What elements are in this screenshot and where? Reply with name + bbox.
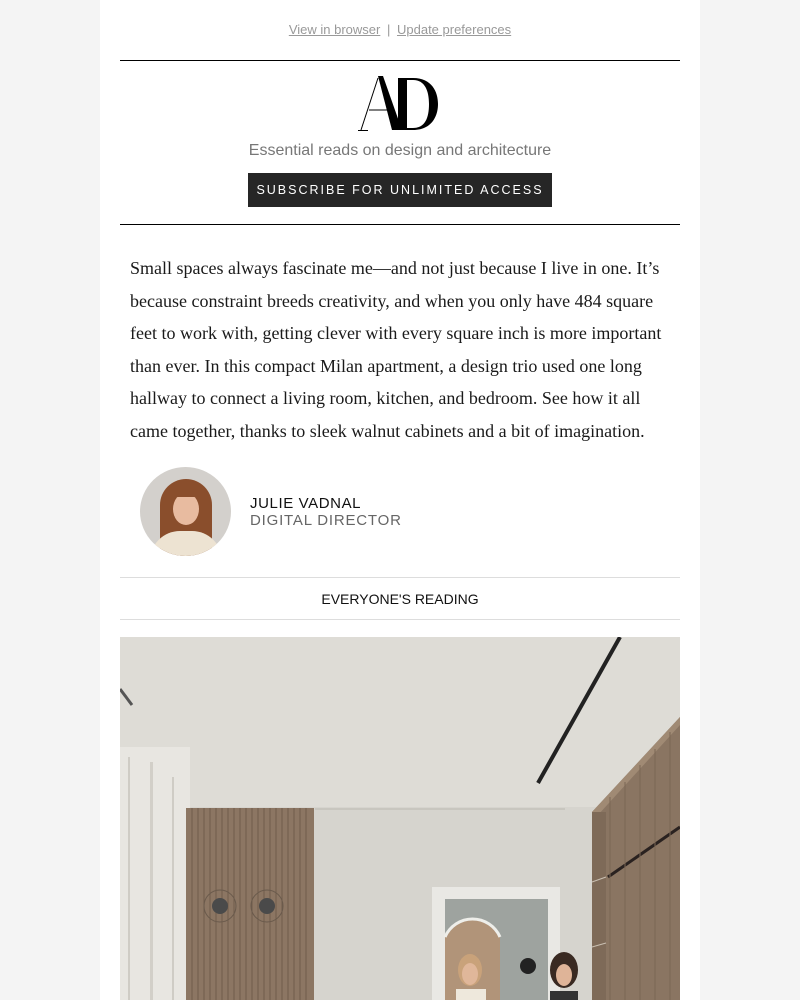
email-card [100,0,700,1000]
separator: | [386,22,391,37]
update-preferences-link[interactable]: Update preferences [396,22,512,37]
view-in-browser-link[interactable]: View in browser [288,22,381,37]
author-name: JULIE VADNAL [250,494,362,512]
divider-header-bottom [120,224,680,225]
author-info [250,495,402,529]
divider-section-bottom [120,619,680,620]
divider-top [120,60,680,61]
subscribe-button[interactable]: SUBSCRIBE FOR UNLIMITED ACCESS [248,173,552,207]
apartment-photo [120,637,680,1000]
ad-logo[interactable] [100,74,700,139]
author-title: DIGITAL DIRECTOR [250,511,402,529]
featured-article-image[interactable] [120,637,680,1000]
author-block [140,467,402,556]
author-avatar [140,467,231,556]
intro-paragraph: Small spaces always fascinate me—and not just because I live in one. It’s because constraint breeds creativity, and when you only have 484 square feet to work with, getting clever with every square inch is more important than ever. In this compact Milan apartment, a design trio used one long hallway to connect a living room, kitchen, and bedroom. See how it all came together, thanks to sleek walnut cabinets and a bit of imagination. [130,258,662,441]
tagline: Essential reads on design and architecture [248,142,552,159]
divider-section-top [120,577,680,578]
ad-logo-icon [358,74,442,134]
section-title: EVERYONE'S READING [321,591,479,607]
preheader [100,22,700,37]
